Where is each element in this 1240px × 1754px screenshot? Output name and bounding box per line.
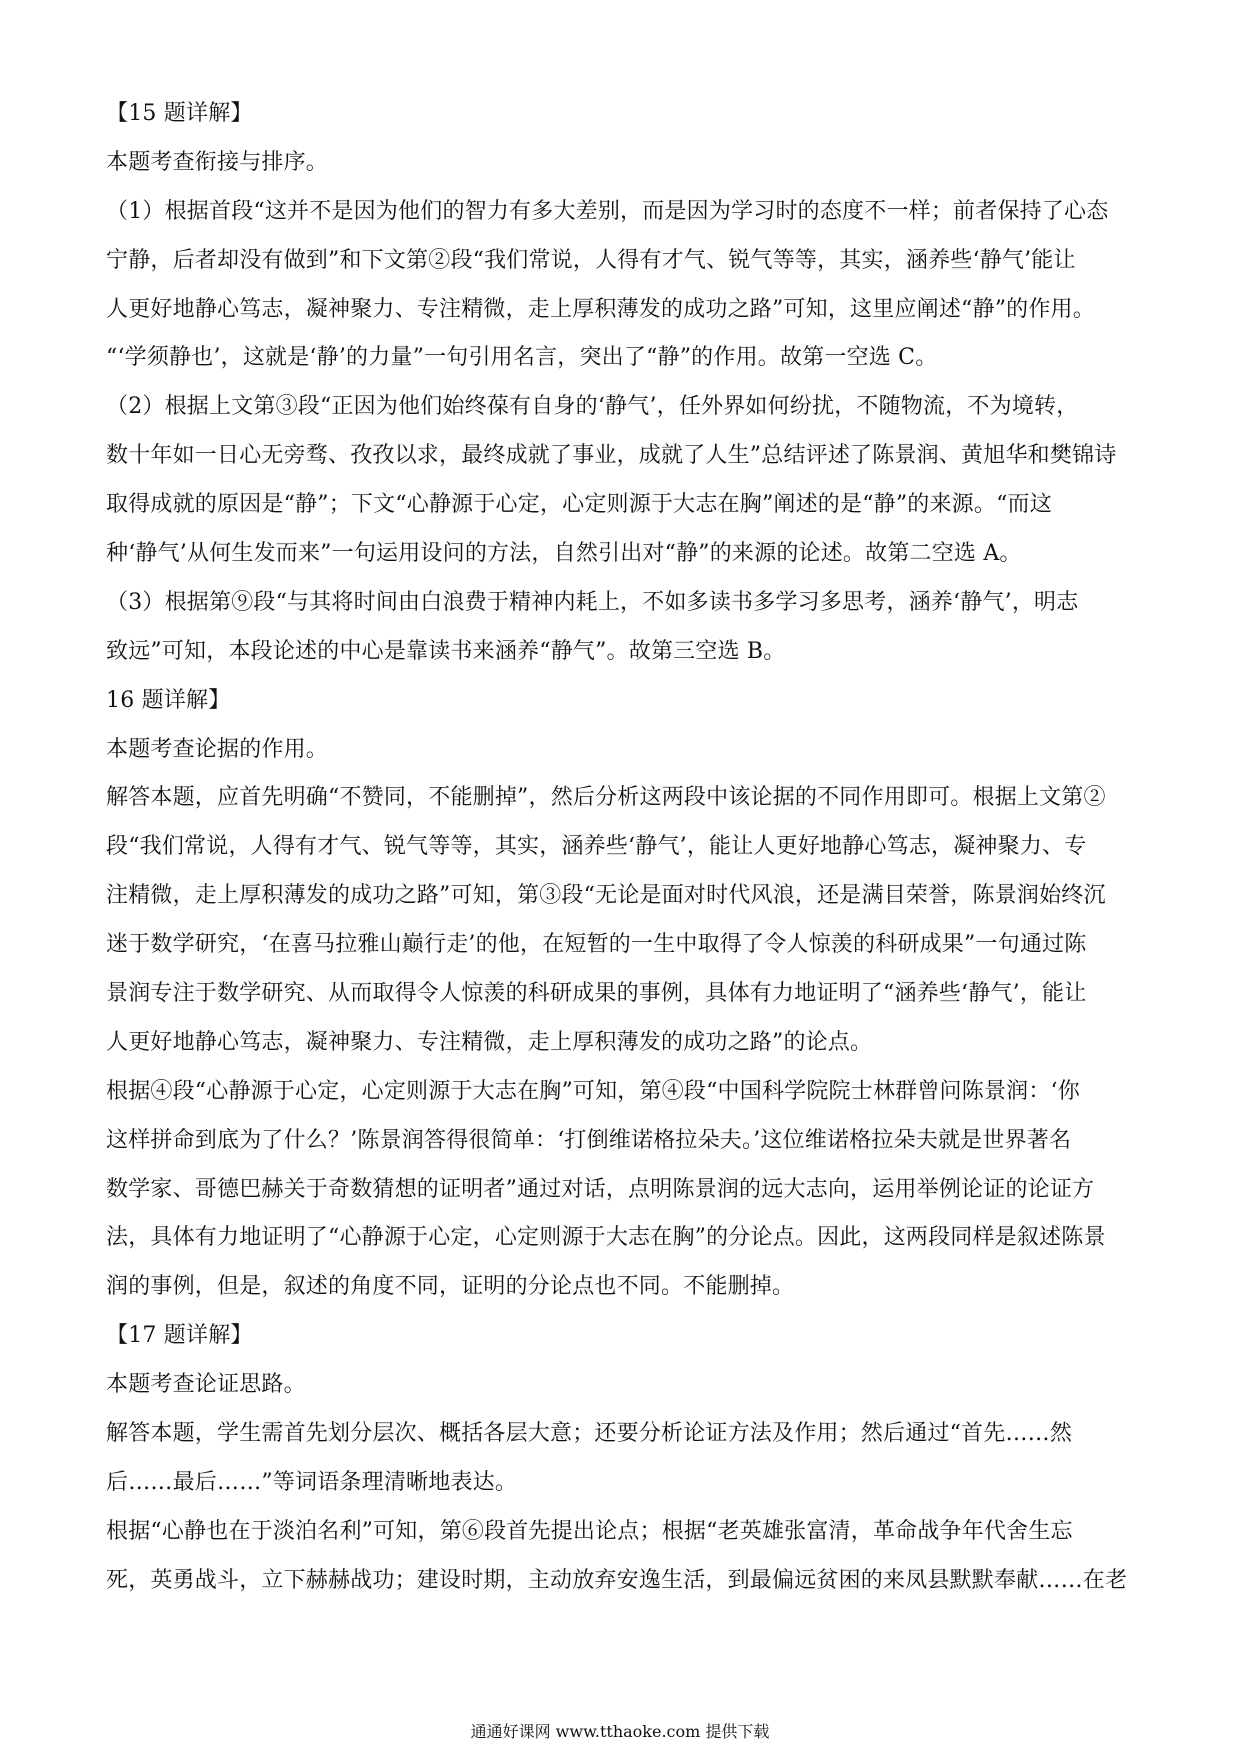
text-line: 致远”可知，本段论述的中心是靠读书来涵养“静气”。故第三空选 B。 (106, 638, 786, 664)
text-line: 后……最后……”等词语条理清晰地表达。 (106, 1469, 518, 1495)
text-line: （3）根据第⑨段“与其将时间由白浪费于精神内耗上，不如多读书多学习多思考，涵养‘静气’，明志 (106, 589, 1079, 615)
text-line: 人更好地静心笃志，凝神聚力、专注精微，走上厚积薄发的成功之路”的论点。 (106, 1029, 873, 1055)
text-line: 段“我们常说，人得有才气、锐气等等，其实，涵养些‘静气’，能让人更好地静心笃志，凝神聚力、专 (106, 834, 1087, 860)
text-line: 润的事例，但是，叙述的角度不同，证明的分论点也不同。不能删掉。 (106, 1274, 795, 1300)
text-line: 死，英勇战斗，立下赫赫战功；建设时期，主动放弃安逸生活，到最偏远贫困的来凤县默默奉献……在老 (106, 1567, 1128, 1593)
page-footer: 通通好课网 www.tthaoke.com 提供下载 (470, 1722, 770, 1741)
answer-explanation-text (106, 90, 1136, 1606)
text-line: 解答本题，学生需首先划分层次、概括各层大意；还要分析论证方法及作用；然后通过“首先……然 (106, 1421, 1073, 1447)
text-line: 本题考查衔接与排序。 (106, 149, 329, 175)
heading-q17: 【17 题详解】 (106, 1323, 253, 1349)
heading-q16: 16 题详解】 (106, 687, 231, 713)
text-line: 数十年如一日心无旁骛、孜孜以求，最终成就了事业，成就了人生”总结评述了陈景润、黄旭华和樊锦诗 (106, 443, 1117, 469)
text-line: 法，具体有力地证明了“心静源于心定，心定则源于大志在胸”的分论点。因此，这两段同样是叙述陈景 (106, 1225, 1106, 1251)
text-line: 注精微，走上厚积薄发的成功之路”可知，第③段“无论是面对时代风浪，还是满目荣誉，陈景润始终沉 (106, 883, 1106, 909)
text-line: 本题考查论证思路。 (106, 1372, 306, 1398)
text-line: （1）根据首段“这并不是因为他们的智力有多大差别，而是因为学习时的态度不一样；前者保持了心态 (106, 198, 1109, 224)
text-line: 本题考查论据的作用。 (106, 736, 329, 762)
text-line: 种‘静气’从何生发而来”一句运用设问的方法，自然引出对“静”的来源的论述。故第二空选 A。 (106, 541, 1022, 567)
text-line: 宁静，后者却没有做到”和下文第②段“我们常说，人得有才气、锐气等等，其实，涵养些‘静气’能让 (106, 247, 1076, 273)
text-line: 景润专注于数学研究、从而取得令人惊羡的科研成果的事例，具体有力地证明了“涵养些‘静气’，能让 (106, 981, 1087, 1007)
text-line: 数学家、哥德巴赫关于奇数猜想的证明者”通过对话，点明陈景润的远大志向，运用举例论证的论证方 (106, 1176, 1095, 1202)
text-line: 根据④段“心静源于心定，心定则源于大志在胸”可知，第④段“中国科学院院士林群曾问陈景润：‘你 (106, 1078, 1080, 1104)
text-line: （2）根据上文第③段“正因为他们始终葆有自身的‘静气’，任外界如何纷扰，不随物流，不为境转， (106, 394, 1079, 420)
text-line: 迷于数学研究，‘在喜马拉雅山巅行走’的他，在短暂的一生中取得了令人惊羡的科研成果”一句通过陈 (106, 932, 1087, 958)
text-line: “‘学须静也’，这就是‘静’的力量”一句引用名言，突出了“静”的作用。故第一空选 C。 (106, 345, 938, 371)
text-line: 解答本题，应首先明确“不赞同，不能删掉”，然后分析这两段中该论据的不同作用即可。根据上文第② (106, 785, 1106, 811)
text-line: 根据“心静也在于淡泊名利”可知，第⑥段首先提出论点；根据“老英雄张富清，革命战争年代舍生忘 (106, 1518, 1073, 1544)
heading-q15: 【15 题详解】 (106, 101, 253, 126)
text-line: 这样拼命到底为了什么？’陈景润答得很简单：‘打倒维诺格拉朵夫。’这位维诺格拉朵夫就是世界著名 (106, 1127, 1072, 1153)
text-line: 取得成就的原因是“静”；下文“心静源于心定，心定则源于大志在胸”阐述的是“静”的来源。“而这 (106, 492, 1052, 518)
text-line: 人更好地静心笃志，凝神聚力、专注精微，走上厚积薄发的成功之路”可知，这里应阐述“静”的作用。 (106, 296, 1095, 322)
